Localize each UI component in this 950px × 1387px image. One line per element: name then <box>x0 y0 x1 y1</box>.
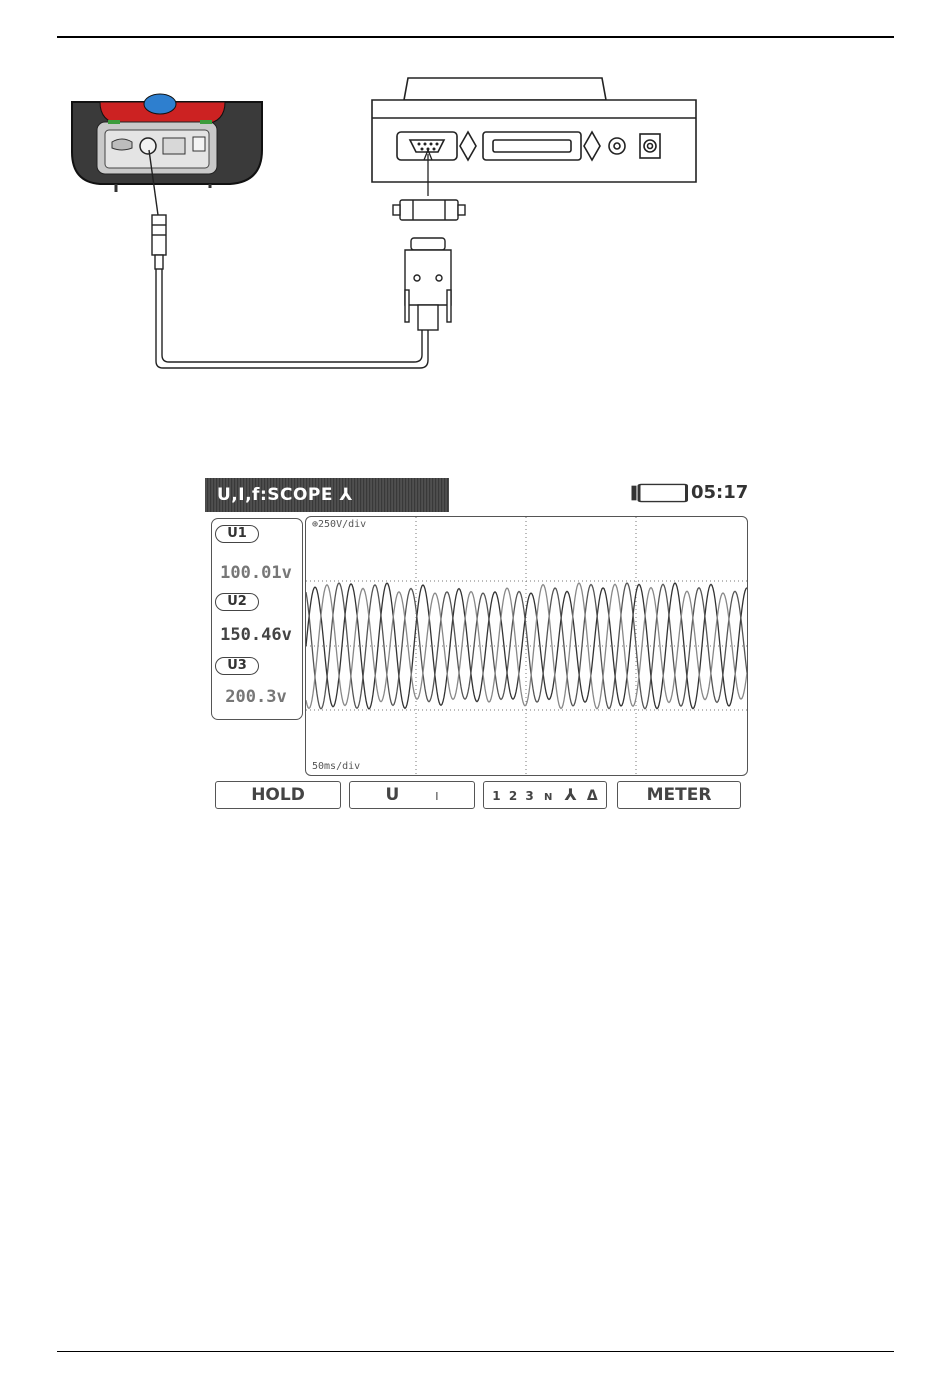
printer-illustration <box>372 78 696 182</box>
meter-device-illustration <box>72 94 262 192</box>
channel-1-label: 1 <box>492 789 501 803</box>
voltage-scale: ⊕250V/div <box>312 519 367 530</box>
channel-label-u1: U1 <box>215 525 259 543</box>
voltage-current-button[interactable] <box>349 781 475 809</box>
delta-icon: Δ <box>586 788 598 804</box>
channel-3-label: 3 <box>525 789 534 803</box>
hold-button[interactable]: HOLD <box>215 781 341 809</box>
channel-readings-panel <box>211 518 303 720</box>
channel-value-u2: 150.46v <box>220 625 292 645</box>
i-label: I <box>435 790 439 803</box>
channel-value-u1: 100.01v <box>220 563 292 583</box>
clock: 05:17 <box>691 482 749 503</box>
channel-label-u2: U2 <box>215 593 259 611</box>
channel-label-u3: U3 <box>215 657 259 675</box>
db9-connector <box>405 238 451 330</box>
scope-screen <box>205 476 750 816</box>
footer-rule <box>57 1351 894 1352</box>
waveform-traces <box>306 517 747 775</box>
channel-2-label: 2 <box>508 789 518 803</box>
screen-title: U,I,f:SCOPE ⅄ <box>205 478 449 512</box>
meter-button[interactable]: METER <box>617 781 741 809</box>
connection-diagram <box>0 0 950 400</box>
battery-icon <box>629 482 689 504</box>
channel-select-button[interactable] <box>483 781 607 809</box>
waveform-plot <box>305 516 748 776</box>
channel-value-u3: 200.3v <box>225 687 287 707</box>
wye-icon: ⅄ <box>564 785 577 804</box>
time-scale: 50ms/div <box>312 761 361 772</box>
channel-n-label: N <box>543 792 553 803</box>
u-label: U <box>385 785 400 805</box>
gender-adapter <box>393 200 465 220</box>
